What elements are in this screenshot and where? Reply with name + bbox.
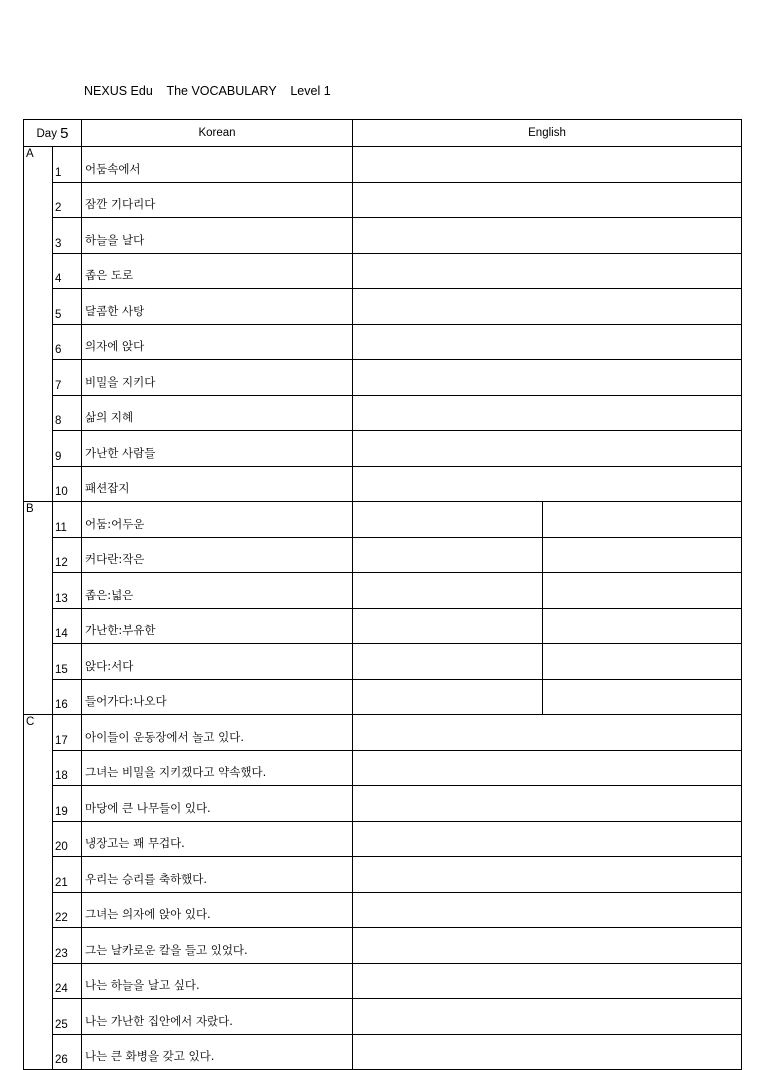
- table-row: [24, 928, 742, 964]
- english-column-header: English: [353, 120, 742, 147]
- english-answer-cell-2[interactable]: [543, 573, 742, 609]
- item-number: 10: [53, 466, 82, 502]
- table-row: [24, 147, 742, 183]
- item-number: 2: [53, 182, 82, 218]
- item-number: 24: [53, 963, 82, 999]
- english-answer-cell-1[interactable]: [353, 573, 543, 609]
- table-row: [24, 573, 742, 609]
- item-number: 3: [53, 218, 82, 254]
- english-answer-cell[interactable]: [353, 395, 742, 431]
- korean-text: 어둠:어두운: [82, 502, 353, 538]
- korean-text: 나는 큰 화병을 갖고 있다.: [82, 1034, 353, 1070]
- english-answer-cell[interactable]: [353, 218, 742, 254]
- korean-text: 들어가다:나오다: [82, 679, 353, 715]
- english-answer-cell[interactable]: [353, 147, 742, 183]
- english-answer-cell-2[interactable]: [543, 502, 742, 538]
- english-answer-cell[interactable]: [353, 928, 742, 964]
- english-answer-cell[interactable]: [353, 750, 742, 786]
- english-answer-cell[interactable]: [353, 360, 742, 396]
- korean-text: 어둠속에서: [82, 147, 353, 183]
- korean-text: 좁은:넓은: [82, 573, 353, 609]
- korean-text: 앉다:서다: [82, 644, 353, 680]
- korean-text: 마당에 큰 나무들이 있다.: [82, 786, 353, 822]
- item-number: 9: [53, 431, 82, 467]
- item-number: 13: [53, 573, 82, 609]
- english-answer-cell[interactable]: [353, 715, 742, 751]
- english-answer-cell-1[interactable]: [353, 679, 543, 715]
- table-row: [24, 537, 742, 573]
- item-number: 12: [53, 537, 82, 573]
- table-row: [24, 1034, 742, 1070]
- table-header-row: [24, 120, 742, 147]
- english-answer-cell-2[interactable]: [543, 644, 742, 680]
- table-row: [24, 821, 742, 857]
- item-number: 21: [53, 857, 82, 893]
- korean-text: 나는 가난한 집안에서 자랐다.: [82, 999, 353, 1035]
- day-header: [24, 120, 82, 147]
- korean-text: 달콤한 사탕: [82, 289, 353, 325]
- table-row: [24, 644, 742, 680]
- english-answer-cell-2[interactable]: [543, 537, 742, 573]
- item-number: 16: [53, 679, 82, 715]
- section-label: C: [24, 715, 53, 1070]
- korean-text: 좁은 도로: [82, 253, 353, 289]
- table-row: [24, 892, 742, 928]
- item-number: 15: [53, 644, 82, 680]
- english-answer-cell[interactable]: [353, 821, 742, 857]
- korean-text: 우리는 승리를 축하했다.: [82, 857, 353, 893]
- table-row: [24, 289, 742, 325]
- korean-text: 하늘을 날다: [82, 218, 353, 254]
- english-answer-cell[interactable]: [353, 324, 742, 360]
- english-answer-cell[interactable]: [353, 1034, 742, 1070]
- table-row: [24, 253, 742, 289]
- korean-text: 그녀는 의자에 앉아 있다.: [82, 892, 353, 928]
- item-number: 8: [53, 395, 82, 431]
- english-answer-cell[interactable]: [353, 999, 742, 1035]
- item-number: 7: [53, 360, 82, 396]
- korean-text: 커다란:작은: [82, 537, 353, 573]
- table-row: [24, 786, 742, 822]
- item-number: 4: [53, 253, 82, 289]
- korean-column-header: Korean: [82, 120, 353, 147]
- table-row: [24, 999, 742, 1035]
- item-number: 14: [53, 608, 82, 644]
- english-answer-cell-2[interactable]: [543, 608, 742, 644]
- table-row: [24, 466, 742, 502]
- korean-text: 가난한 사람들: [82, 431, 353, 467]
- korean-text: 가난한:부유한: [82, 608, 353, 644]
- english-answer-cell[interactable]: [353, 253, 742, 289]
- korean-text: 패션잡지: [82, 466, 353, 502]
- english-answer-cell-1[interactable]: [353, 537, 543, 573]
- table-row: [24, 857, 742, 893]
- table-row: [24, 715, 742, 751]
- table-row: [24, 218, 742, 254]
- table-row: [24, 395, 742, 431]
- day-label: Day: [36, 127, 57, 140]
- table-row: [24, 182, 742, 218]
- day-number: 5: [60, 124, 69, 142]
- item-number: 11: [53, 502, 82, 538]
- english-answer-cell-1[interactable]: [353, 608, 543, 644]
- item-number: 20: [53, 821, 82, 857]
- table-row: [24, 360, 742, 396]
- item-number: 25: [53, 999, 82, 1035]
- korean-text: 나는 하늘을 날고 싶다.: [82, 963, 353, 999]
- korean-text: 그녀는 비밀을 지키겠다고 약속했다.: [82, 750, 353, 786]
- section-label: B: [24, 502, 53, 715]
- section-label: A: [24, 147, 53, 502]
- table-row: [24, 324, 742, 360]
- item-number: 23: [53, 928, 82, 964]
- table-row: [24, 963, 742, 999]
- english-answer-cell-1[interactable]: [353, 502, 543, 538]
- korean-text: 아이들이 운동장에서 놀고 있다.: [82, 715, 353, 751]
- vocabulary-table: [23, 119, 742, 1070]
- english-answer-cell[interactable]: [353, 892, 742, 928]
- table-row: [24, 679, 742, 715]
- item-number: 6: [53, 324, 82, 360]
- korean-text: 냉장고는 꽤 무겁다.: [82, 821, 353, 857]
- english-answer-cell[interactable]: [353, 182, 742, 218]
- english-answer-cell[interactable]: [353, 466, 742, 502]
- item-number: 26: [53, 1034, 82, 1070]
- table-row: [24, 608, 742, 644]
- english-answer-cell[interactable]: [353, 963, 742, 999]
- english-answer-cell[interactable]: [353, 857, 742, 893]
- item-number: 18: [53, 750, 82, 786]
- korean-text: 그는 날카로운 칼을 들고 있었다.: [82, 928, 353, 964]
- korean-text: 삶의 지혜: [82, 395, 353, 431]
- korean-text: 잠깐 기다리다: [82, 182, 353, 218]
- korean-text: 의자에 앉다: [82, 324, 353, 360]
- table-row: [24, 431, 742, 467]
- english-answer-cell[interactable]: [353, 431, 742, 467]
- item-number: 22: [53, 892, 82, 928]
- item-number: 17: [53, 715, 82, 751]
- item-number: 5: [53, 289, 82, 325]
- table-row: [24, 750, 742, 786]
- table-row: [24, 502, 742, 538]
- english-answer-cell-2[interactable]: [543, 679, 742, 715]
- item-number: 19: [53, 786, 82, 822]
- english-answer-cell-1[interactable]: [353, 644, 543, 680]
- english-answer-cell[interactable]: [353, 289, 742, 325]
- korean-text: 비밀을 지키다: [82, 360, 353, 396]
- english-answer-cell[interactable]: [353, 786, 742, 822]
- item-number: 1: [53, 147, 82, 183]
- document-title: NEXUS Edu The VOCABULARY Level 1: [84, 84, 331, 98]
